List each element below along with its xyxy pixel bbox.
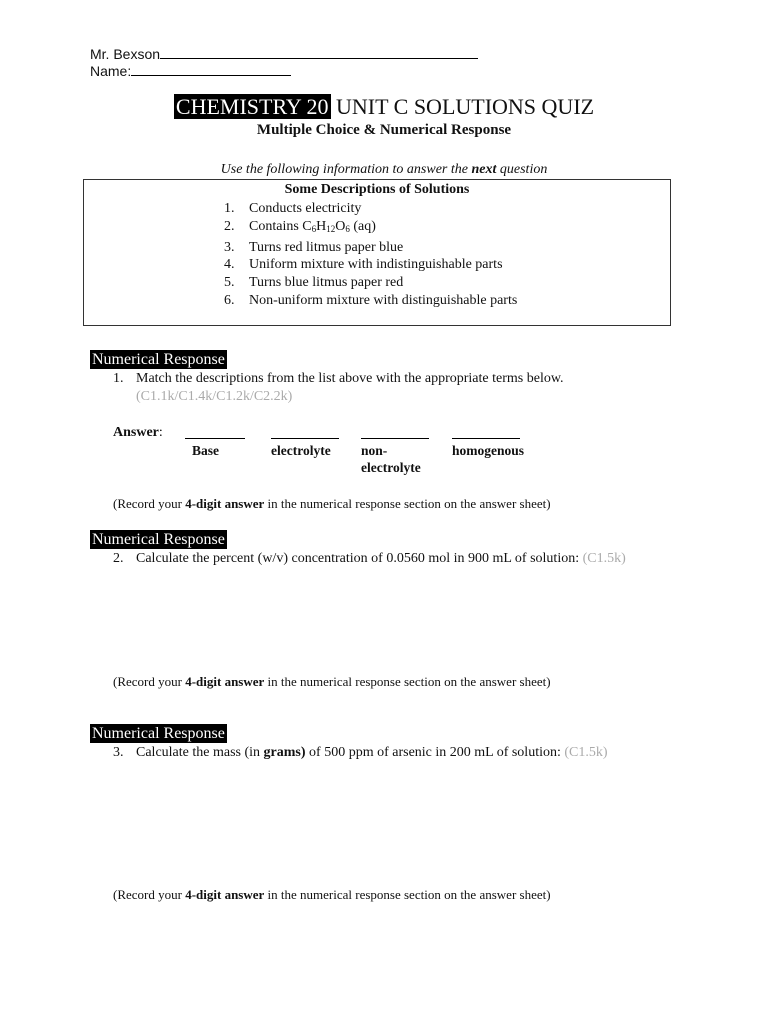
term-non-part2: electrolyte (361, 460, 421, 475)
descriptions-list (224, 200, 517, 310)
record-text-end: in the numerical response section on the answer sheet) (264, 887, 551, 902)
list-item (224, 218, 517, 239)
question-number: 3. (113, 745, 124, 760)
page-subtitle: Multiple Choice & Numerical Response (256, 122, 512, 138)
answer-colon: : (158, 425, 163, 440)
record-note-2 (113, 674, 551, 690)
record-note-3 (113, 887, 551, 903)
question-text: Calculate the percent (w/v) concentration of 0.0560 mol in 900 mL of solution: (136, 551, 580, 566)
answer-blank-2[interactable] (271, 438, 339, 439)
item-number: 4. (224, 257, 235, 273)
term-homogenous: homogenous (452, 443, 525, 458)
formula-state: (aq) (349, 218, 376, 234)
box-title: Some Descriptions of Solutions (284, 182, 470, 197)
list-item (224, 256, 517, 274)
teacher-underline (160, 46, 478, 59)
item-text: Turns red litmus paper blue (249, 239, 404, 255)
question-text: Calculate the mass (in (136, 745, 264, 760)
list-item (224, 274, 517, 292)
question-code: (C1.5k) (560, 745, 608, 760)
teacher-line (90, 46, 478, 62)
record-text: (Record your (113, 674, 186, 689)
teacher-name: Mr. Bexson (90, 46, 161, 62)
formula-sub: 6 (311, 223, 317, 234)
instruction-text: Use the following information to answer the (220, 162, 472, 177)
term-base: Base (192, 443, 219, 458)
section-heading-2: Numerical Response (92, 531, 225, 548)
record-bold: 4-digit answer (185, 887, 265, 902)
answer-label-text: Answer (113, 425, 159, 440)
answer-blank-4[interactable] (452, 438, 520, 439)
question-text-bold: grams) (263, 745, 306, 760)
term-non-part1: non- (361, 443, 388, 458)
answer-label (113, 425, 163, 441)
record-text: (Record your (113, 887, 186, 902)
item-text: Conducts electricity (249, 201, 362, 216)
section-heading-1: Numerical Response (92, 351, 225, 368)
instruction (0, 162, 768, 178)
list-item (224, 200, 517, 218)
term-non-electrolyte (361, 442, 421, 476)
formula-sub: 6 (345, 223, 350, 234)
section-heading-3: Numerical Response (92, 725, 225, 742)
record-text-end: in the numerical response section on the answer sheet) (264, 496, 551, 511)
record-text: (Record your (113, 496, 186, 511)
term-electrolyte: electrolyte (271, 443, 331, 458)
question-3 (113, 745, 608, 761)
answer-blank-3[interactable] (361, 438, 429, 439)
record-note-1 (113, 496, 551, 512)
item-number: 2. (224, 218, 235, 234)
list-item (224, 292, 517, 310)
record-text-end: in the numerical response section on the answer sheet) (264, 674, 551, 689)
descriptions-box (83, 179, 671, 326)
item-text: Turns blue litmus paper red (249, 275, 404, 291)
formula-sub: 12 (326, 223, 336, 234)
student-name-field[interactable] (90, 63, 291, 79)
answer-blank-1[interactable] (185, 438, 245, 439)
title-highlight: CHEMISTRY 20 (175, 94, 329, 119)
item-number: 1. (224, 201, 235, 216)
question-1 (113, 371, 564, 387)
question-number: 2. (113, 551, 124, 566)
formula-element: O (335, 218, 346, 234)
item-text: Non-uniform mixture with distinguishable parts (249, 292, 518, 308)
question-code: (C1.5k) (579, 551, 626, 566)
question-text: Match the descriptions from the list above with the appropriate terms below. (136, 371, 564, 386)
list-item (224, 239, 517, 257)
record-bold: 4-digit answer (185, 674, 265, 689)
item-text: Uniform mixture with indistinguishable parts (249, 257, 503, 273)
question-2 (113, 551, 626, 567)
formula-element: H (316, 218, 327, 234)
instruction-emphasis: next (471, 162, 497, 177)
instruction-text-end: question (496, 162, 548, 177)
question-number: 1. (113, 371, 124, 386)
question-1-code: (C1.1k/C1.4k/C1.2k/C2.2k) (136, 389, 293, 404)
name-underline (131, 63, 291, 76)
name-label: Name: (90, 63, 132, 79)
page-title (0, 94, 768, 120)
title-rest: UNIT C SOLUTIONS QUIZ (330, 94, 595, 119)
record-bold: 4-digit answer (185, 496, 265, 511)
question-text-end: of 500 ppm of arsenic in 200 mL of solution: (305, 745, 561, 760)
item-number: 5. (224, 275, 235, 291)
item-number: 3. (224, 239, 235, 255)
item-number: 6. (224, 292, 235, 308)
item-text: Contains C (249, 218, 312, 234)
